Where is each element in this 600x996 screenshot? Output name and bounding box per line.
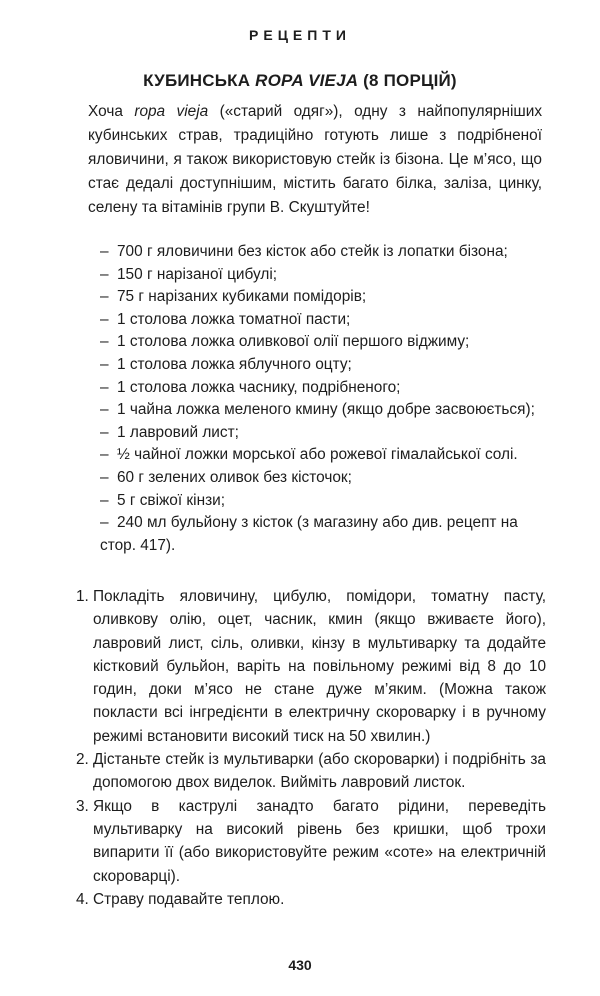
step-item [76,888,546,911]
step-item [76,748,546,795]
step-number: 2. [76,751,89,769]
ingredient-item: – 1 столова ложка оливкової олії першого віджиму; [100,333,470,351]
ingredient-item: – ½ чайної ложки морської або рожевої гімалайської солі. [100,446,518,464]
page-number: 430 [288,957,312,973]
intro-italic: ropa vieja [134,103,209,120]
step-item [76,795,546,888]
step-number: 4. [76,890,89,908]
title-part-2: (8 ПОРЦІЙ) [358,71,457,90]
step-text: Покладіть яловичину, цибулю, помідори, томатну пасту, оливкову олію, оцет, часник, кмин (якщо вживаєте його), лавровий лист, сіль, оливки, кінзу в мультиварку та додайте кістковий бульйон, варіть на повільному режимі від 8 до 10 годин, доки м’ясо не стане дуже м’яким. (Можна також покласти всі інгредієнти в електричну скороварку і в ручному режимі встановити високий тиск на 50 хвилин.) [93,588,546,745]
step-item [76,585,546,748]
ingredient-item: – 5 г свіжої кінзи; [100,491,226,509]
ingredient-item: – 1 чайна ложка меленого кмину (якщо добре засвоюється); [100,401,535,419]
intro-part-1: Хоча [88,103,135,120]
title-italic: ROPA VIEJA [255,71,359,90]
recipe-intro [88,100,542,220]
ingredient-item: – 1 столова ложка томатної пасти; [100,310,351,328]
step-number: 3. [76,797,89,815]
step-text: Якщо в каструлі занадто багато рідини, переведіть мультиварку на високий рівень без кришки, щоб трохи випарити її (або використовуйте режим «соте» на електричній скороварці). [93,797,546,885]
step-number: 1. [76,588,89,605]
recipe-title [0,71,600,91]
ingredient-item: – 150 г нарізаної цибулі; [100,265,278,283]
ingredients-list [100,241,550,557]
title-part-1: КУБИНСЬКА [143,71,256,90]
ingredient-item: – 75 г нарізаних кубиками помідорів; [100,288,367,306]
step-text: Страву подавайте теплою. [93,890,285,908]
intro-part-2: («старий одяг»), одну з найпопулярніших кубинських страв, традиційно готують лише з подрібненої яловичини, я також використовую стейк із бізона. Це м’ясо, що стає дедалі доступнішим, містить багато білка, заліза, цинку, селену та вітамінів групи В. Скуштуйте! [88,103,543,216]
ingredient-item: – 1 столова ложка часнику, подрібненого; [100,378,401,396]
ingredient-item: – 1 лавровий лист; [100,423,239,441]
step-text: Дістаньте стейк із мультиварки (або скороварки) і подрібніть за допомогою двох виделок. Вийміть лавровий листок. [93,751,546,792]
running-header: РЕЦЕПТИ [249,27,351,43]
ingredient-item: – 60 г зелених оливок без кісточок; [100,468,352,486]
ingredient-item: – 1 столова ложка яблучного оцту; [100,355,352,373]
ingredient-item: – 240 мл бульйону з кісток (з магазину або див. рецепт на стор. 417). [100,514,518,554]
steps-list [76,585,546,911]
ingredient-item: – 700 г яловичини без кісток або стейк із лопатки бізона; [100,243,508,260]
